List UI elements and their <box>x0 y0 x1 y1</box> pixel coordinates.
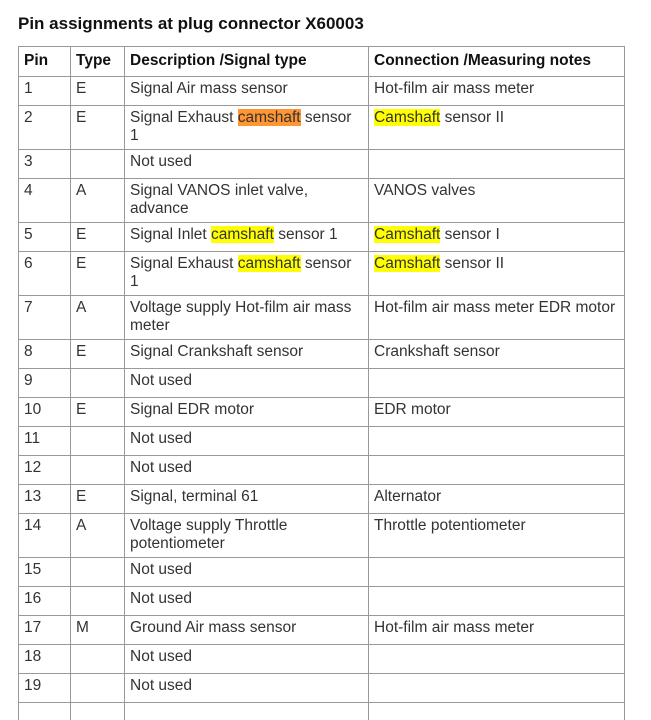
table-row <box>19 369 625 398</box>
table-body <box>19 77 625 720</box>
pin-cell: 16 <box>19 587 71 616</box>
pin-cell: 2 <box>19 106 71 150</box>
pin-cell <box>19 703 71 720</box>
connection-cell <box>369 674 625 703</box>
connection-cell <box>369 223 625 252</box>
description-cell <box>125 587 369 616</box>
description-cell <box>125 150 369 179</box>
table-row <box>19 587 625 616</box>
pin-cell: 1 <box>19 77 71 106</box>
connection-cell <box>369 252 625 296</box>
pin-cell: 18 <box>19 645 71 674</box>
pin-cell: 19 <box>19 674 71 703</box>
type-cell: E <box>71 398 125 427</box>
connection-cell <box>369 106 625 150</box>
description-cell <box>125 674 369 703</box>
connection-cell <box>369 369 625 398</box>
type-cell: E <box>71 485 125 514</box>
cell-text: VANOS valves <box>374 182 476 199</box>
search-highlight-current: camshaft <box>237 109 301 126</box>
table-row <box>19 223 625 252</box>
pin-cell: 17 <box>19 616 71 645</box>
pin-cell: 15 <box>19 558 71 587</box>
table-row <box>19 106 625 150</box>
type-cell <box>71 427 125 456</box>
search-highlight: camshaft <box>211 226 274 243</box>
header-connection: Connection /Measuring notes <box>369 47 625 77</box>
type-cell: A <box>71 296 125 340</box>
connection-cell <box>369 427 625 456</box>
cell-text: sensor I <box>440 226 500 243</box>
description-cell <box>125 485 369 514</box>
description-cell <box>125 427 369 456</box>
type-cell <box>71 587 125 616</box>
table-row <box>19 703 625 720</box>
cell-text: Signal EDR motor <box>130 401 255 418</box>
connection-cell <box>369 616 625 645</box>
table-row <box>19 150 625 179</box>
description-cell <box>125 106 369 150</box>
description-cell <box>125 558 369 587</box>
table-row <box>19 77 625 106</box>
search-highlight: Camshaft <box>374 109 441 126</box>
cell-text: Not used <box>130 561 193 578</box>
cell-text: Crankshaft sensor <box>374 343 500 360</box>
cell-text: Signal, terminal 61 <box>130 488 259 505</box>
type-cell <box>71 645 125 674</box>
cell-text: Hot-film air mass meter <box>374 80 535 97</box>
type-cell: E <box>71 106 125 150</box>
search-highlight: camshaft <box>237 255 301 272</box>
cell-text: sensor 1 <box>273 226 338 243</box>
cell-text: Not used <box>130 459 193 476</box>
description-cell <box>125 703 369 720</box>
pin-cell: 9 <box>19 369 71 398</box>
cell-text: Signal VANOS inlet valve, advance <box>130 182 309 217</box>
cell-text: EDR motor <box>374 401 451 418</box>
table-row <box>19 485 625 514</box>
cell-text: Signal Crankshaft sensor <box>130 343 304 360</box>
type-cell: E <box>71 223 125 252</box>
cell-text: Not used <box>130 153 193 170</box>
pin-cell: 11 <box>19 427 71 456</box>
pin-cell: 12 <box>19 456 71 485</box>
cell-text: Not used <box>130 372 193 389</box>
type-cell <box>71 456 125 485</box>
connection-cell <box>369 77 625 106</box>
cell-text: Voltage supply Throttle potentiometer <box>130 517 288 552</box>
cell-text: Not used <box>130 648 193 665</box>
connection-cell <box>369 398 625 427</box>
type-cell: M <box>71 616 125 645</box>
search-highlight: Camshaft <box>374 226 441 243</box>
table-row <box>19 645 625 674</box>
connection-cell <box>369 150 625 179</box>
header-pin: Pin <box>19 47 71 77</box>
cell-text: Signal Inlet <box>130 226 211 243</box>
type-cell <box>71 703 125 720</box>
cell-text: Hot-film air mass meter EDR motor <box>374 299 616 316</box>
pin-cell: 10 <box>19 398 71 427</box>
cell-text: sensor 1 <box>130 109 352 144</box>
search-highlight: Camshaft <box>374 255 441 272</box>
pin-cell: 6 <box>19 252 71 296</box>
description-cell <box>125 223 369 252</box>
cell-text: Hot-film air mass meter <box>374 619 535 636</box>
pin-cell: 13 <box>19 485 71 514</box>
cell-text: Signal Exhaust <box>130 109 238 126</box>
table-row <box>19 340 625 369</box>
connection-cell <box>369 179 625 223</box>
table-row <box>19 674 625 703</box>
type-cell <box>71 558 125 587</box>
type-cell <box>71 674 125 703</box>
cell-text: Alternator <box>374 488 442 505</box>
connection-cell <box>369 340 625 369</box>
cell-text: Throttle potentiometer <box>374 517 526 534</box>
table-row <box>19 616 625 645</box>
type-cell: A <box>71 514 125 558</box>
description-cell <box>125 369 369 398</box>
description-cell <box>125 340 369 369</box>
header-description: Description /Signal type <box>125 47 369 77</box>
table-row <box>19 296 625 340</box>
pin-cell: 14 <box>19 514 71 558</box>
cell-text: sensor II <box>440 109 505 126</box>
header-type: Type <box>71 47 125 77</box>
connection-cell <box>369 645 625 674</box>
description-cell <box>125 398 369 427</box>
description-cell <box>125 296 369 340</box>
table-row <box>19 456 625 485</box>
type-cell: E <box>71 77 125 106</box>
table-row <box>19 398 625 427</box>
pin-cell: 8 <box>19 340 71 369</box>
cell-text: Signal Air mass sensor <box>130 80 288 97</box>
type-cell: A <box>71 179 125 223</box>
cell-text: Not used <box>130 590 193 607</box>
description-cell <box>125 179 369 223</box>
table-row <box>19 252 625 296</box>
cell-text: Signal Exhaust <box>130 255 238 272</box>
pin-cell: 5 <box>19 223 71 252</box>
pin-cell: 3 <box>19 150 71 179</box>
pin-cell: 7 <box>19 296 71 340</box>
cell-text: Ground Air mass sensor <box>130 619 297 636</box>
page-title: Pin assignments at plug connector X60003 <box>18 14 364 33</box>
description-cell <box>125 77 369 106</box>
table-row <box>19 514 625 558</box>
pin-cell: 4 <box>19 179 71 223</box>
cell-text: sensor II <box>440 255 505 272</box>
connection-cell <box>369 587 625 616</box>
description-cell <box>125 514 369 558</box>
pin-assignment-table <box>18 46 625 720</box>
connection-cell <box>369 296 625 340</box>
connection-cell <box>369 456 625 485</box>
connection-cell <box>369 703 625 720</box>
table-row <box>19 427 625 456</box>
description-cell <box>125 456 369 485</box>
description-cell <box>125 252 369 296</box>
cell-text: Not used <box>130 677 193 694</box>
description-cell <box>125 616 369 645</box>
connection-cell <box>369 485 625 514</box>
description-cell <box>125 645 369 674</box>
type-cell <box>71 369 125 398</box>
type-cell <box>71 150 125 179</box>
cell-text: Voltage supply Hot-film air mass meter <box>130 299 352 334</box>
type-cell: E <box>71 340 125 369</box>
connection-cell <box>369 514 625 558</box>
cell-text: sensor 1 <box>130 255 352 290</box>
type-cell: E <box>71 252 125 296</box>
table-header-row <box>19 47 625 77</box>
table-row <box>19 179 625 223</box>
table-row <box>19 558 625 587</box>
cell-text: Not used <box>130 430 193 447</box>
connection-cell <box>369 558 625 587</box>
